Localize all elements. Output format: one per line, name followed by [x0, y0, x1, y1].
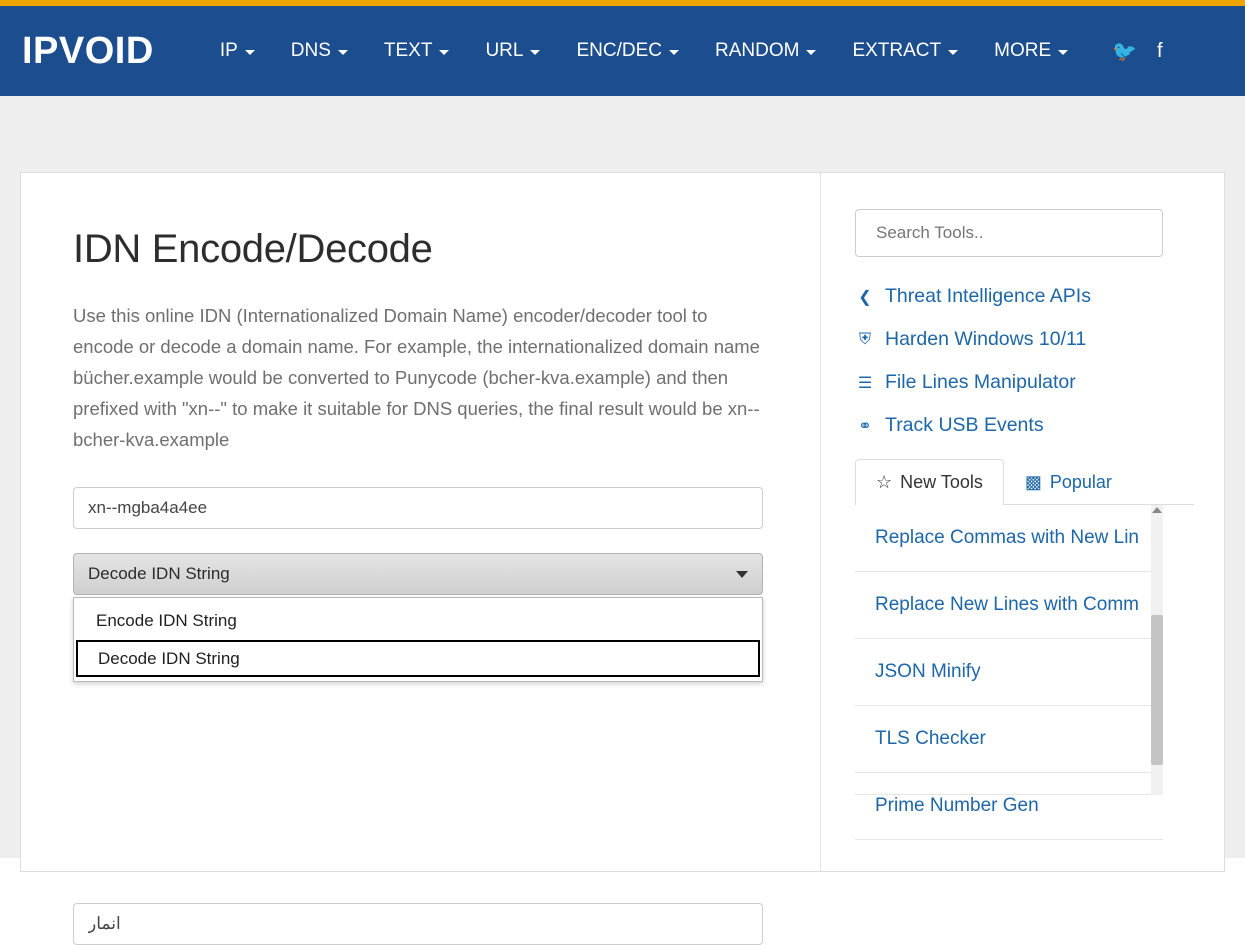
nav-item-ip[interactable]	[202, 30, 273, 72]
content-container	[20, 172, 1225, 872]
twitter-icon[interactable]: 🐦	[1112, 40, 1138, 63]
lines-icon: ☰	[857, 374, 873, 392]
list-item[interactable]: TLS Checker	[855, 706, 1163, 773]
mode-select-dropdown	[73, 597, 763, 682]
sidebar-tabs	[855, 459, 1194, 505]
idn-result-output[interactable]	[73, 903, 763, 945]
scroll-up-icon[interactable]	[1152, 507, 1162, 513]
tab-label: Popular	[1049, 472, 1112, 492]
chevron-down-icon	[806, 50, 816, 55]
sidebar	[821, 173, 1224, 871]
main-content	[21, 173, 821, 871]
star-icon: ☆	[876, 472, 893, 492]
list-item[interactable]: Replace New Lines with Comm	[855, 572, 1163, 639]
nav-item-label: URL	[485, 40, 524, 61]
bar-chart-icon: ▩	[1024, 472, 1042, 492]
facebook-icon[interactable]: f	[1157, 39, 1163, 62]
chevron-down-icon	[669, 50, 679, 55]
idn-input[interactable]	[73, 487, 763, 529]
scrollbar-thumb[interactable]	[1151, 615, 1163, 765]
nav-item-label: IP	[219, 40, 238, 61]
nav-item-extract[interactable]	[834, 30, 976, 72]
nav-item-label: MORE	[994, 40, 1052, 61]
tab-label: New Tools	[900, 472, 983, 492]
page-title: IDN Encode/Decode	[73, 227, 433, 271]
mode-select-value: Decode IDN String	[88, 564, 230, 584]
nav-item-label: EXTRACT	[852, 40, 942, 61]
chevron-down-icon	[245, 50, 255, 55]
mode-option-encode[interactable]: Encode IDN String	[96, 611, 237, 631]
brand-logo[interactable]: IPVOID	[22, 30, 154, 72]
sidebar-link-file-lines-manipulator[interactable]	[855, 371, 1194, 394]
sidebar-link-track-usb-events[interactable]	[855, 414, 1194, 437]
sidebar-link-harden-windows[interactable]	[855, 328, 1194, 351]
shield-icon: ⛨	[858, 330, 871, 348]
chevron-down-icon	[948, 50, 958, 55]
nav-menu	[202, 30, 1086, 72]
chevron-down-icon	[338, 50, 348, 55]
mode-select[interactable]	[73, 553, 763, 668]
list-item[interactable]: JSON Minify	[855, 639, 1163, 706]
nav-item-dns[interactable]	[273, 30, 366, 72]
nav-item-label: DNS	[290, 40, 331, 61]
tool-list-scrollbar[interactable]	[1151, 505, 1163, 795]
tool-list	[855, 505, 1163, 816]
mode-option-decode[interactable]: Decode IDN String	[76, 640, 760, 678]
sidebar-link-label: Track USB Events	[885, 414, 1044, 436]
chevron-down-icon	[530, 50, 540, 55]
tab-popular[interactable]	[1004, 459, 1133, 505]
nav-item-label: RANDOM	[714, 40, 800, 61]
usb-icon: ⚭	[858, 417, 872, 435]
nav-item-encdec[interactable]	[558, 30, 697, 72]
chevron-down-icon	[1058, 50, 1068, 55]
nav-item-random[interactable]	[697, 30, 834, 72]
nav-item-more[interactable]	[976, 30, 1086, 72]
chevron-down-icon	[439, 50, 449, 55]
nav-item-url[interactable]	[467, 30, 558, 72]
tab-new-tools[interactable]	[855, 459, 1004, 505]
sidebar-link-threat-intelligence-apis[interactable]	[855, 285, 1194, 308]
top-navbar	[0, 6, 1245, 96]
list-item[interactable]: Replace Commas with New Lin	[855, 505, 1163, 572]
nav-item-text[interactable]	[366, 30, 468, 72]
nav-item-label: TEXT	[383, 40, 433, 61]
sidebar-link-label: File Lines Manipulator	[885, 371, 1076, 393]
search-tools-input[interactable]	[855, 209, 1163, 257]
sidebar-link-label: Threat Intelligence APIs	[885, 285, 1091, 307]
mode-select-button[interactable]	[73, 553, 763, 595]
share-icon: ❮	[858, 288, 872, 306]
sidebar-link-label: Harden Windows 10/11	[885, 328, 1087, 350]
chevron-down-icon	[736, 571, 748, 578]
list-item[interactable]: Prime Number Gen	[855, 773, 1163, 840]
nav-item-label: ENC/DEC	[576, 40, 662, 61]
tool-description: Use this online IDN (Internationalized Domain Name) encoder/decoder tool to encode or decode a domain name. For example, the internationalized domain name bücher.example would be converted to Punycode (bcher-kva.example) and then prefixed with "xn--" to make it suitable for DNS queries, the final result would be xn--bcher-kva.example	[73, 305, 760, 451]
nav-social-links	[1112, 39, 1162, 64]
